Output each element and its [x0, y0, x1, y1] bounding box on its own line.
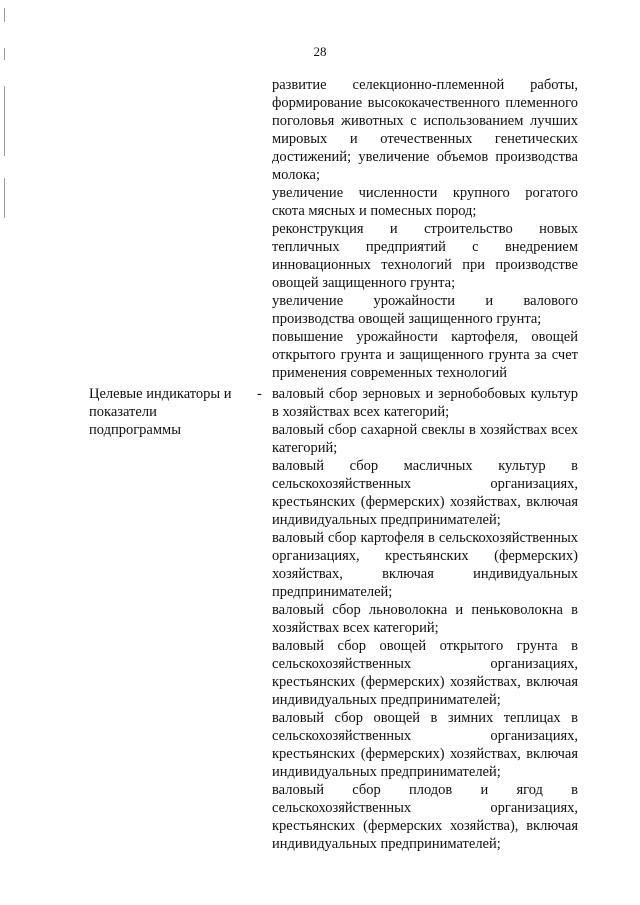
indicators-label: Целевые индикаторы и показатели подпрограммы: [89, 386, 232, 438]
indicator-item: валовый сбор овощей в зимних теплицах в сельскохозяйственных организациях, крестьянских (фермерских) хозяйствах, включая индивидуальных предпринимателей;: [272, 710, 578, 780]
measure-item: развитие селекционно-племенной работы, формирование высококачественного племенного поголовья животных с использованием лучших мировых и отечественных генетических достижений; увеличение объемов производства молока;: [272, 77, 578, 183]
indicator-item: валовый сбор зерновых и зернобобовых культур в хозяйствах всех категорий;: [272, 386, 578, 420]
indicator-item: валовый сбор овощей открытого грунта в сельскохозяйственных организациях, крестьянских (фермерских) хозяйствах, включая индивидуальных предпринимателей;: [272, 638, 578, 708]
measure-item: реконструкция и строительство новых тепличных предприятий с внедрением инновационных технологий при производстве овощей защищенного грунта;: [272, 221, 578, 291]
dash-separator: -: [257, 386, 262, 402]
measure-item: повышение урожайности картофеля, овощей открытого грунта и защищенного грунта за счет применения современных технологий: [272, 329, 578, 381]
indicator-item: валовый сбор картофеля в сельскохозяйственных организациях, крестьянских (фермерских) хозяйствах, включая индивидуальных предпринимателей;: [272, 530, 578, 600]
scan-margin-marks: [4, 8, 8, 218]
indicator-item: валовый сбор плодов и ягод в сельскохозяйственных организациях, крестьянских (фермерских хозяйства), включая индивидуальных предпринимателей;: [272, 782, 578, 852]
indicator-item: валовый сбор масличных культур в сельскохозяйственных организациях, крестьянских (фермерских) хозяйствах, включая индивидуальных предпринимателей;: [272, 458, 578, 528]
measure-item: увеличение численности крупного рогатого скота мясных и помесных пород;: [272, 185, 578, 219]
indicator-item: валовый сбор льноволокна и пеньковолокна в хозяйствах всех категорий;: [272, 602, 578, 636]
indicator-item: валовый сбор сахарной свеклы в хозяйствах всех категорий;: [272, 422, 578, 456]
measure-item: увеличение урожайности и валового производства овощей защищенного грунта;: [272, 293, 578, 327]
page-number: 28: [313, 44, 327, 59]
